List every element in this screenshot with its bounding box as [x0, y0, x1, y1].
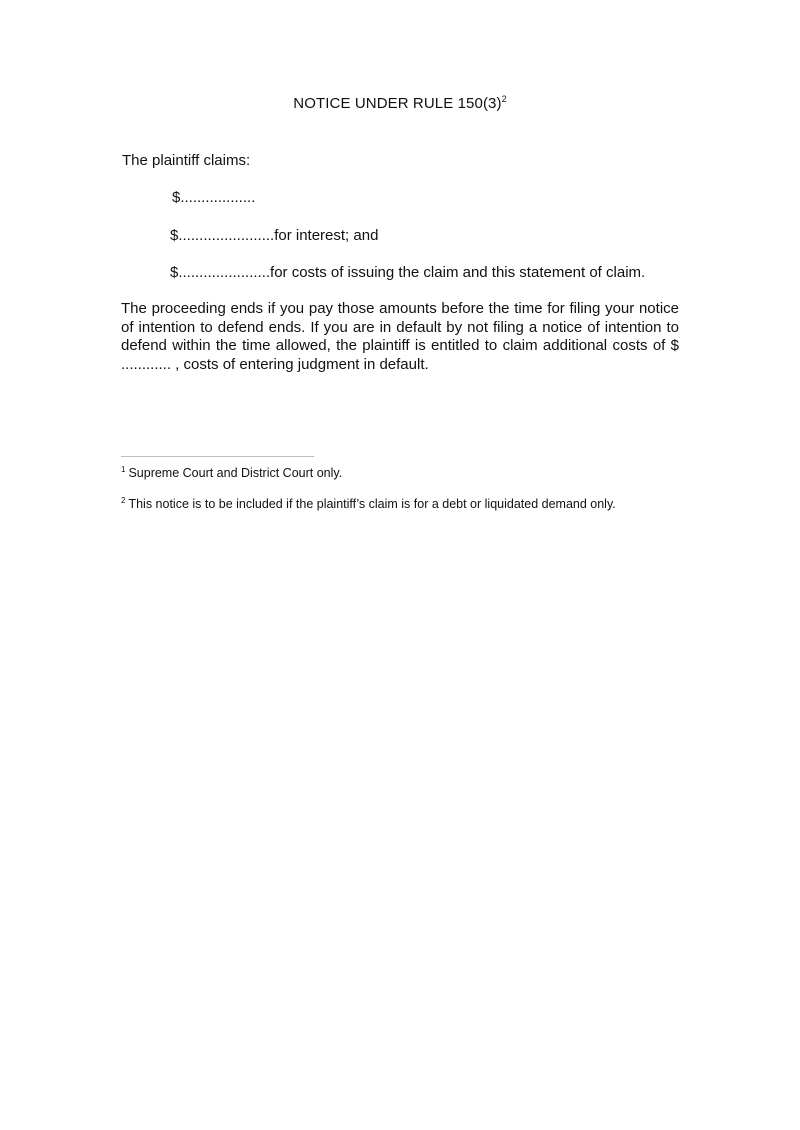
footnote-divider — [121, 456, 314, 457]
claim-costs-line: $......................for costs of issuing the claim and this statement of claim. — [170, 264, 646, 281]
body-paragraph: The proceeding ends if you pay those amounts before the time for filing your notice of intention to defend ends. If you are in default by not filing a notice of intention to defend within the time allowed, the plaintiff is entitled to claim additional costs of $ ............ , costs of entering judgment in default. — [121, 300, 679, 373]
footnote-marker: 2 — [121, 495, 126, 505]
page-title-text: NOTICE UNDER RULE 150(3) — [293, 95, 502, 112]
footnote-text: Supreme Court and District Court only. — [128, 466, 343, 480]
page-title — [0, 95, 800, 112]
claim-interest-line: $.......................for interest; and — [170, 227, 379, 244]
footnote-1 — [121, 466, 342, 480]
footnote-marker: 1 — [121, 464, 126, 474]
title-footnote-ref: 2 — [501, 94, 507, 104]
footnote-text: This notice is to be included if the plaintiff’s claim is for a debt or liquidated demand only. — [128, 497, 616, 511]
claim-amount-line: $.................. — [172, 189, 256, 206]
claims-intro: The plaintiff claims: — [122, 152, 251, 169]
footnote-2 — [121, 497, 616, 511]
